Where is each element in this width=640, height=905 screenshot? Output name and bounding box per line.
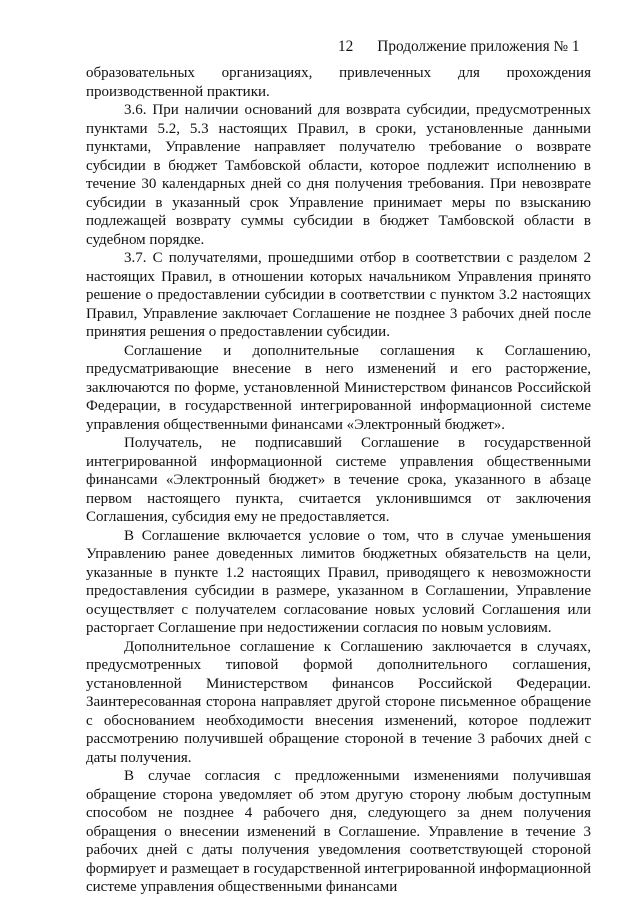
paragraph-limits-reduction: В Соглашение включается условие о том, что в случае уменьшения Управлению ранее доведенных лимитов бюджетных обязательств на цели, указанные в пункте 1.2 настоящих Правил, приводящего к невозможности предоставления субсидии в размере, указанном в Соглашении, Управление осуществляет с получателем согласование новых условий Соглашения или расторгает Соглашение при недостижении согласия по новым условиям. <box>86 527 591 636</box>
header-title: Продолжение приложения № 1 <box>377 38 580 55</box>
page-header <box>338 38 580 56</box>
paragraph-consent-changes: В случае согласия с предложенными изменениями получившая обращение сторона уведомляет об этом другую сторону любым доступным способом не позднее 4 рабочего дня, следующего за днем получения обращения о внесении изменений в Соглашение. Управление в течение 3 рабочих дней с даты получения уведомления соответствующей стороной формирует и размещает в государственной интегрированной информационной системе управления общественными финансами <box>86 768 591 895</box>
paragraph-agreement-form: Соглашение и дополнительные соглашения к Соглашению, предусматривающие внесение в него изменений и его расторжение, заключаются по форме, установленной Министерством финансов Российской Федерации, в государственной интегрированной информационной системе управления общественными финансами «Электронный бюджет». <box>86 342 591 433</box>
page-number: 12 <box>338 38 354 55</box>
paragraph-additional-agreement: Дополнительное соглашение к Соглашению заключается в случаях, предусмотренных типовой формой дополнительного соглашения, установленной Министерством финансов Российской Федерации. Заинтересованная сторона направляет другой стороне письменное обращение с обоснованием необходимости внесения изменений, которое подлежит рассмотрению получившей обращение стороной в течение 3 рабочих дней с даты получения. <box>86 638 591 766</box>
document-body <box>86 64 591 897</box>
paragraph-3-6: 3.6. При наличии оснований для возврата субсидии, предусмотренных пунктами 5.2, 5.3 настоящих Правил, в сроки, установленные данными пунктами, Управление направляет получателю требование о возврате субсидии в бюджет Тамбовской области, которое подлежит исполнению в течение 30 календарных дней со дня получения требования. При невозврате субсидии в указанный срок Управление принимает меры по взысканию подлежащей возврату суммы субсидии в бюджет Тамбовской области в судебном порядке. <box>86 102 591 248</box>
paragraph-3-7: 3.7. С получателями, прошедшими отбор в соответствии с разделом 2 настоящих Правил, в отношении которых начальником Управления принято решение о предоставлении субсидии в соответствии с пунктом 3.2 настоящих Правил, Управление заключает Соглашение не позднее 3 рабочих дней после принятия решения о предоставлении субсидии. <box>86 250 591 340</box>
paragraph-continuation: образовательных организациях, привлеченных для прохождения производственной практики. <box>86 65 591 100</box>
paragraph-recipient-not-signed: Получатель, не подписавший Соглашение в государственной интегрированной информационной системе управления общественными финансами «Электронный бюджет» в течение срока, указанного в абзаце первом настоящего пункта, считается уклонившимся от заключения Соглашения, субсидия ему не предоставляется. <box>86 435 591 525</box>
